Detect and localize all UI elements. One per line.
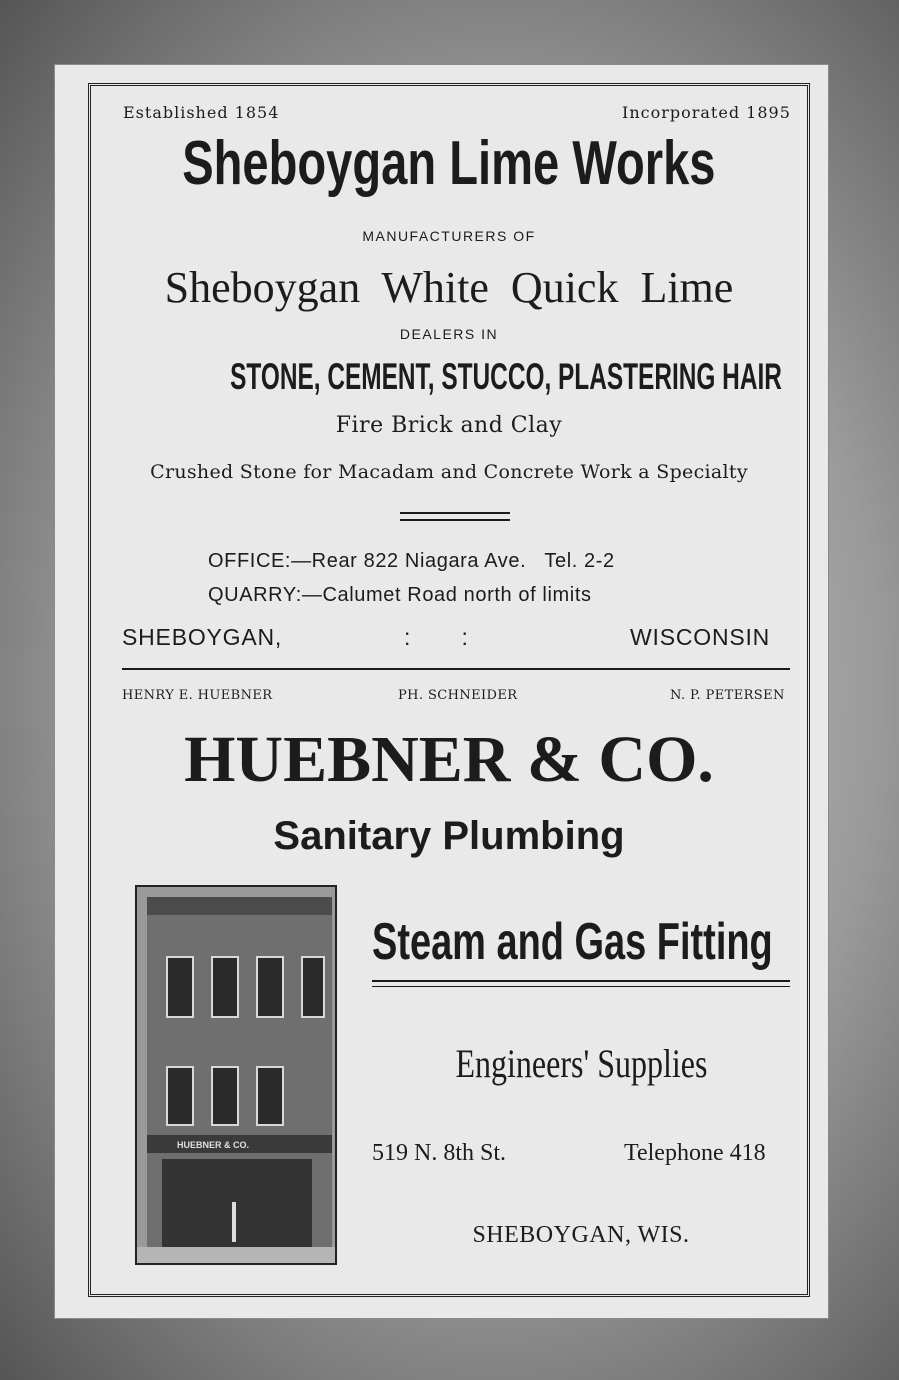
huebner-subtitle: Sanitary Plumbing xyxy=(273,814,625,858)
lime-works-state: WISCONSIN xyxy=(630,624,771,650)
materials-line: STONE, CEMENT, STUCCO, PLASTERING HAIR xyxy=(230,356,782,397)
fire-brick-line: Fire Brick and Clay xyxy=(335,413,563,438)
lime-works-title: Sheboygan Lime Works xyxy=(182,129,716,198)
storefront-sign: HUEBNER & CO. xyxy=(177,1140,250,1150)
storefront-photo xyxy=(135,885,337,1265)
partner-name: HENRY E. HUEBNER xyxy=(122,688,273,703)
steam-divider-top xyxy=(372,980,790,982)
steam-divider-bottom xyxy=(372,986,790,987)
dealers-in-label: DEALERS IN xyxy=(399,326,499,342)
manufacturers-of-label: MANUFACTURERS OF xyxy=(362,228,536,244)
huebner-telephone: Telephone 418 xyxy=(624,1140,766,1166)
steam-gas-fitting: Steam and Gas Fitting xyxy=(372,913,773,971)
established-year: Established 1854 xyxy=(123,103,280,122)
engineers-supplies: Engineers' Supplies xyxy=(455,1041,707,1086)
divider-short-bottom xyxy=(400,519,510,521)
location-colons: : : xyxy=(404,624,468,650)
partner-name: PH. SCHNEIDER xyxy=(398,688,518,703)
lime-works-city: SHEBOYGAN, xyxy=(122,624,283,650)
incorporated-year: Incorporated 1895 xyxy=(622,103,791,122)
huebner-title: HUEBNER & CO. xyxy=(184,723,714,796)
huebner-city: SHEBOYGAN, WIS. xyxy=(472,1222,690,1248)
product-name: Sheboygan White Quick Lime xyxy=(164,263,734,312)
quarry-address: QUARRY:—Calumet Road north of limits xyxy=(208,584,592,606)
divider-short-top xyxy=(400,512,510,514)
specialty-line: Crushed Stone for Macadam and Concrete Work a Specialty xyxy=(150,461,748,483)
partner-name: N. P. PETERSEN xyxy=(670,688,785,703)
huebner-address: 519 N. 8th St. xyxy=(372,1140,507,1166)
office-address: OFFICE:—Rear 822 Niagara Ave. Tel. 2-2 xyxy=(208,550,615,572)
section-divider xyxy=(122,668,790,670)
